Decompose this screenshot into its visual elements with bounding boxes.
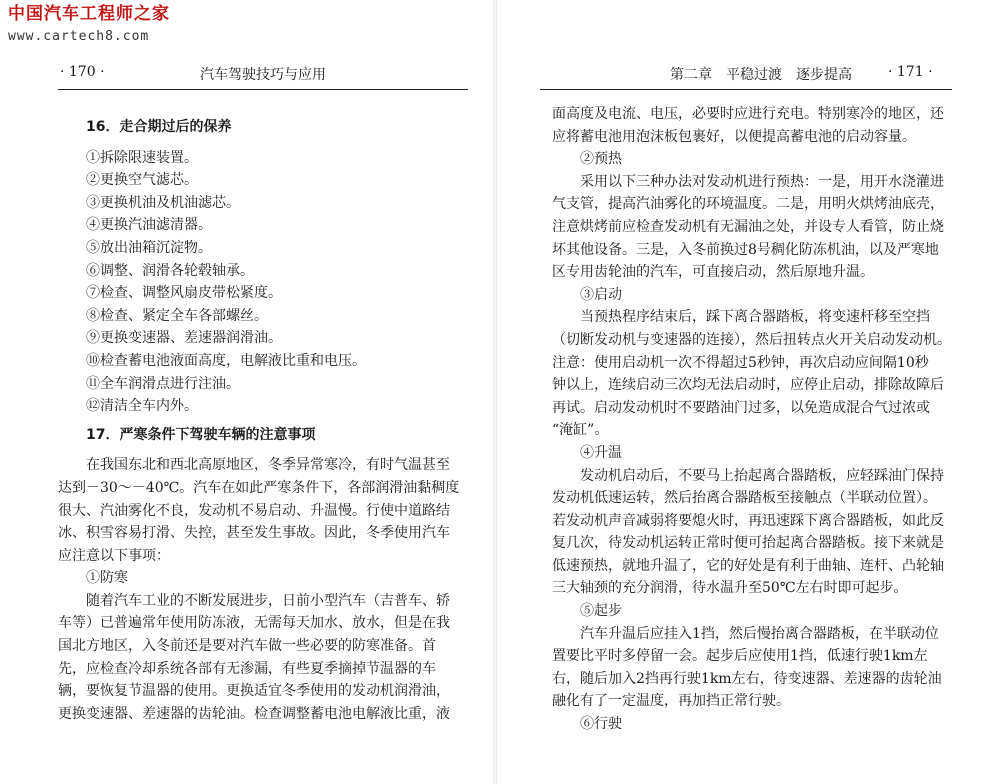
book-gutter (493, 0, 497, 784)
paragraph-line: 气支管，提高汽油雾化的环境温度。二是，用明火烘烤油底壳， (552, 196, 944, 213)
list-item: ⑩检查蓄电池液面高度，电解液比重和电压。 (86, 352, 366, 369)
subheading-qidong: ③启动 (580, 286, 622, 303)
left-page-header (0, 64, 490, 88)
subheading-qibu: ⑤起步 (580, 603, 622, 620)
paragraph-line: 采用以下三种办法对发动机进行预热：一是，用开水浇灌进 (580, 173, 944, 190)
right-page-header (500, 64, 992, 88)
maintenance-list (58, 147, 478, 418)
paragraph-line: 很大、汽油雾化不良，发动机不易启动、升温慢。行使中道路结 (58, 502, 450, 519)
subheading-shengwen: ④升温 (580, 444, 622, 461)
left-page-body (58, 116, 478, 725)
list-item: ⑤放出油箱沉淀物。 (86, 239, 212, 256)
paragraph-line: 达到－30～－40℃。汽车在如此严寒条件下，各部润滑油黏稠度 (58, 479, 460, 496)
paragraph-line: 更换变速器、差速器的齿轮油。检查调整蓄电池电解液比重，液 (58, 705, 450, 722)
list-item: ⑦检查、调整风扇皮带松紧度。 (86, 285, 282, 302)
paragraph-line: 面高度及电流、电压，必要时应进行充电。特别寒冷的地区，还 (552, 106, 944, 122)
right-page (500, 0, 992, 784)
paragraph-line: 融化有了一定温度，再加挡正常行驶。 (552, 693, 790, 710)
list-item: ⑨更换变速器、差速器润滑油。 (86, 330, 282, 347)
paragraph-line: 汽车升温后应挂入1挡，然后慢抬离合器踏板，在半联动位 (580, 625, 939, 642)
left-header-rule (58, 89, 468, 90)
paragraph-line: 坏其他设备。三是，入冬前换过8号稠化防冻机油，以及严寒地 (552, 241, 939, 258)
paragraph-line: 钟以上，连续启动三次均无法启动时，应停止启动，排除故障后 (552, 377, 944, 394)
watermark-site-name: 中国汽车工程师之家 (8, 4, 170, 24)
left-running-title: 汽车驾驶技巧与应用 (200, 67, 326, 83)
paragraph-line: 车等）已普遍常年使用防冻液，无需每天加水、放水，但是在我 (58, 615, 450, 632)
right-running-title: 第二章 平稳过渡 逐步提高 (670, 67, 852, 83)
paragraph-line: 再试。启动发动机时不要踏油门过多，以免造成混合气过浓或 (552, 399, 930, 416)
paragraph-line: 右，随后加入2挡再行驶1km左右，待变速器、差速器的齿轮油 (552, 670, 942, 687)
subheading-fanghan: ①防寒 (86, 570, 128, 587)
paragraph-line: 应注意以下事项： (58, 547, 170, 564)
paragraph-line: 低速预热，就地升温了，它的好处是有利于曲轴、连杆、凸轮轴 (552, 557, 944, 574)
list-item: ①拆除限速装置。 (86, 149, 198, 166)
right-page-body (552, 103, 972, 736)
list-item: ⑪全车润滑点进行注油。 (86, 375, 240, 392)
paragraph-line: 在我国东北和西北高原地区，冬季异常寒冷，有时气温甚至 (86, 457, 450, 474)
list-item: ②更换空气滤芯。 (86, 172, 198, 189)
paragraph-line: 国北方地区，入冬前还是要对汽车做一些必要的防寒准备。首 (58, 638, 436, 655)
paragraph-line: 发动机启动后，不要马上抬起离合器踏板，应轻踩油门保持 (580, 467, 944, 484)
paragraph-line: 应将蓄电池用泡沫板包裹好，以便提高蓄电池的启动容量。 (552, 128, 916, 145)
subheading-xingshi: ⑥行驶 (580, 716, 622, 733)
list-item: ⑫清洁全车内外。 (86, 398, 198, 415)
subheading-yure: ②预热 (580, 151, 622, 168)
paragraph-line: 复几次，待发动机运转正常时便可抬起离合器踏板。接下来就是 (552, 535, 944, 552)
list-item: ⑧检查、紧定全车各部螺丝。 (86, 307, 268, 324)
paragraph-line: 发动机低速运转，然后抬离合器踏板至接触点（半联动位置）。 (552, 490, 937, 507)
paragraph-line: 置要比平时多停留一会。起步后应使用1挡，低速行驶1km左 (552, 648, 928, 665)
list-item: ④更换汽油滤清器。 (86, 217, 212, 234)
left-page (0, 0, 490, 784)
paragraph-line: （切断发动机与变速器的连接），然后扭转点火开关启动发动机。 (552, 331, 951, 348)
right-page-number: · 171 · (888, 64, 933, 80)
right-header-rule (540, 89, 952, 90)
paragraph-line: 当预热程序结束后，踩下离合器踏板，将变速杆移至空挡 (580, 309, 930, 326)
heading-17: 17．严寒条件下驾驶车辆的注意事项 (86, 426, 316, 443)
paragraph-line: 注意烘烤前应检查发动机有无漏油之处，并设专人看管，防止烧 (552, 218, 944, 235)
paragraph-line: 三大轴颈的充分润滑，待水温升至50℃左右时即可起步。 (552, 580, 908, 597)
paragraph-line: 随着汽车工业的不断发展进步，日前小型汽车（吉普车、轿 (86, 592, 450, 609)
left-page-number: · 170 · (60, 64, 105, 80)
list-item: ③更换机油及机油滤芯。 (86, 194, 240, 211)
watermark-url: www.cartech8.com (8, 28, 150, 44)
paragraph-line: 区专用齿轮油的汽车，可直接启动，然后原地升温。 (552, 264, 874, 281)
heading-16: 16．走合期过后的保养 (86, 119, 232, 135)
list-item: ⑥调整、润滑各轮毂轴承。 (86, 262, 254, 279)
paragraph-line: 先，应检查冷却系统各部有无渗漏，有些夏季摘掉节温器的车 (58, 660, 436, 677)
paragraph-line: 注意：使用启动机一次不得超过5秒钟，再次启动应间隔10秒 (552, 354, 929, 371)
paragraph-line: 辆，要恢复节温器的使用。更换适宜冬季使用的发动机润滑油， (58, 683, 450, 700)
paragraph-line: “淹缸”。 (552, 422, 609, 439)
paragraph-line: 冰、积雪容易打滑、失控，甚至发生事故。因此，冬季使用汽车 (58, 525, 450, 542)
paragraph-line: 若发动机声音减弱将要熄火时，再迅速踩下离合器踏板，如此反 (552, 512, 944, 529)
